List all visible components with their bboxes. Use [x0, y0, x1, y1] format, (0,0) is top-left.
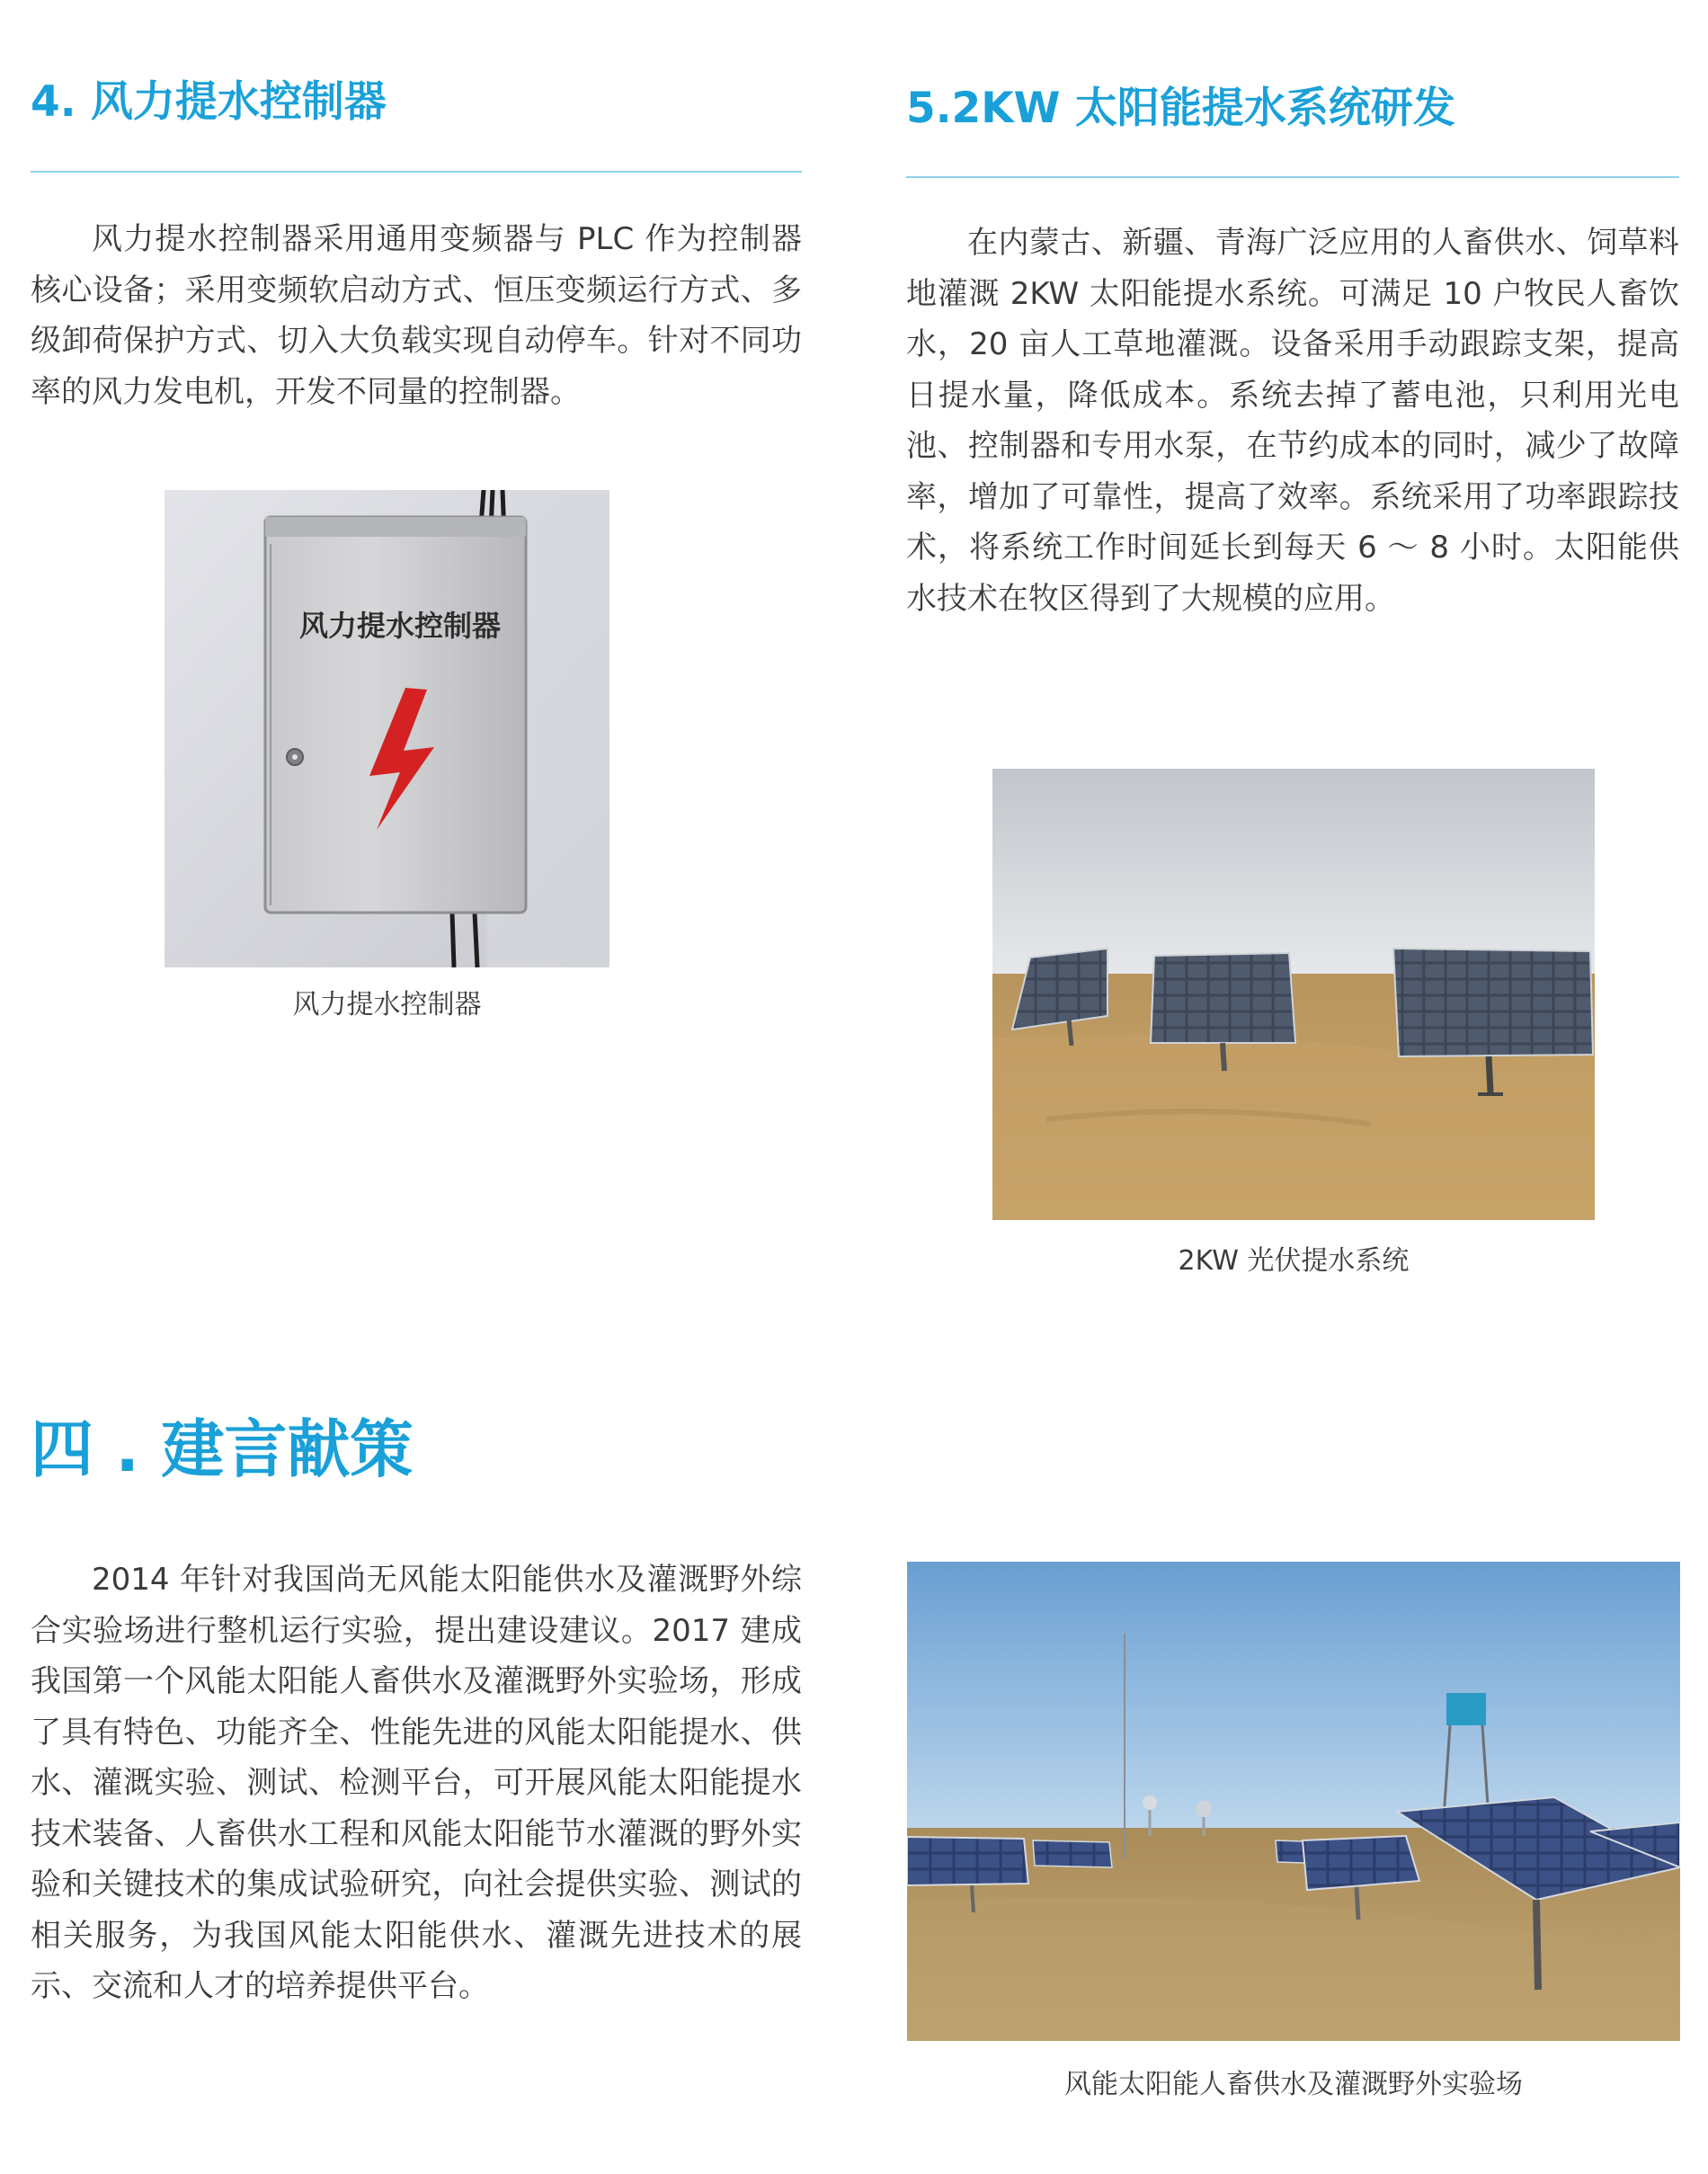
pv-pumping-system-caption: 2KW 光伏提水系统 [1178, 1245, 1410, 1277]
field-test-site-photo [907, 1562, 1680, 2041]
section-5-body: 在内蒙古、新疆、青海广泛应用的人畜供水、饲草料地灌溉 2KW 太阳能提水系统。可满足 10 户牧民人畜饮水，20 亩人工草地灌溉。设备采用手动跟踪支架，提高日提水量，降低成本。系统去掉了蓄电池，只利用光电池、控制器和专用水泵，在节约成本的同时，减少了故障率，增加了可靠性，提高了效率。系统采用了功率跟踪技术，将系统工作时间延长到每天 6 ～ 8 小时。太阳能供水技术在牧区得到了大规模的应用。 [906, 225, 1679, 617]
field-test-site-caption: 风能太阳能人畜供水及灌溉野外实验场 [1064, 2069, 1523, 2100]
wind-controller-sign-text: 风力提水控制器 [298, 609, 502, 643]
pv-pumping-system-photo [992, 769, 1595, 1220]
section-4-title: 4. 风力提水控制器 [31, 77, 387, 127]
wind-controller-photo [165, 490, 609, 967]
wind-controller-caption: 风力提水控制器 [292, 989, 482, 1020]
section-four-title: 四 . 建言献策 [31, 1412, 414, 1486]
section-4-divider [31, 171, 802, 173]
section-four-body: 2014 年针对我国尚无风能太阳能供水及灌溉野外综合实验场进行整机运行实验，提出建设建议。2017 建成我国第一个风能太阳能人畜供水及灌溉野外实验场，形成了具有特色、功能齐全、性能先进的风能太阳能提水、供水、灌溉实验、测试、检测平台，可开展风能太阳能提水技术装备、人畜供水工程和风能太阳能节水灌溉的野外实验和关键技术的集成试验研究，向社会提供实验、测试的相关服务，为我国风能太阳能供水、灌溉先进技术的展示、交流和人才的培养提供平台。 [31, 1562, 802, 2004]
section-5-title: 5.2KW 太阳能提水系统研发 [906, 84, 1455, 133]
section-5-divider [906, 176, 1679, 178]
section-4-body: 风力提水控制器采用通用变频器与 PLC 作为控制器核心设备；采用变频软启动方式、恒压变频运行方式、多级卸荷保护方式、切入大负载实现自动停车。针对不同功率的风力发电机，开发不同量的控制器。 [31, 221, 802, 410]
